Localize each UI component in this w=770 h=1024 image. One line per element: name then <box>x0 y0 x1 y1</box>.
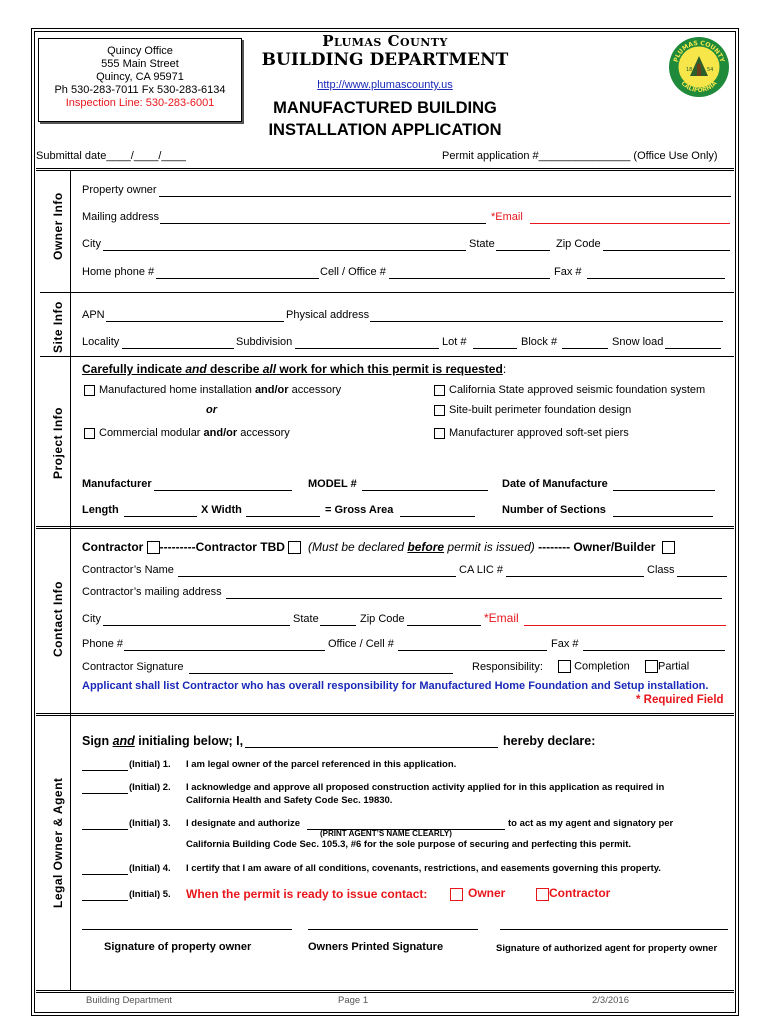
required-field-note: * Required Field <box>636 694 724 706</box>
item-3-text-b: to act as my agent and signatory per <box>508 818 674 829</box>
option-contact-contractor[interactable] <box>536 886 610 901</box>
contractor-signature-label: Contractor Signature <box>82 661 184 673</box>
snow-load-field[interactable] <box>665 348 721 349</box>
home-phone-label: Home phone # <box>82 266 155 278</box>
number-of-sections-field[interactable] <box>613 516 713 517</box>
must-declare-before: before <box>407 540 445 554</box>
apn-field[interactable] <box>106 321 284 322</box>
item-4-initial: (Initial) 4. <box>129 863 171 874</box>
checkbox-partial[interactable] <box>645 660 658 673</box>
model-field[interactable] <box>362 490 488 491</box>
owner-state-label: State <box>469 238 495 250</box>
section-project-info: Project Info <box>51 406 65 479</box>
section-legal-owner-agent: Legal Owner & Agent <box>51 777 65 908</box>
lot-label: Lot # <box>442 336 467 348</box>
contractor-email-label: *Email <box>484 611 519 625</box>
form-title-2: INSTALLATION APPLICATION <box>268 121 502 139</box>
contractor-email-field[interactable] <box>524 625 726 626</box>
office-inspection: Inspection Line: 530-283-6001 <box>65 97 215 109</box>
checkbox-commercial-modular[interactable] <box>84 428 95 439</box>
opt2-c: accessory <box>237 427 290 439</box>
contractor-zip-label: Zip Code <box>360 613 405 625</box>
locality-field[interactable] <box>122 348 234 349</box>
item-1-text: I am legal owner of the parcel referenced in this application. <box>186 759 457 770</box>
contractor-notice: Applicant shall list Contractor who has overall responsibility for Manufactured Home Foundation and Setup installation. <box>82 680 709 692</box>
contractor-signature-field[interactable] <box>189 673 453 674</box>
signature-agent-label: Signature of authorized agent for property owner <box>496 943 718 954</box>
owner-email-label: *Email <box>491 211 523 223</box>
item-2-text-b: California Health and Safety Code Sec. 19830. <box>186 795 393 806</box>
option-soft-set-piers[interactable] <box>434 427 629 439</box>
or-label: or <box>206 404 217 416</box>
declarant-name-field[interactable] <box>245 747 498 748</box>
owner-city-field[interactable] <box>103 250 466 251</box>
checkbox-manufactured-home[interactable] <box>84 385 95 396</box>
section-divider-bottom <box>36 990 734 993</box>
county-url[interactable]: http://www.plumascounty.us <box>317 79 453 91</box>
contractor-state-field[interactable] <box>320 625 356 626</box>
opt5-label: Manufacturer approved soft-set piers <box>449 427 629 439</box>
seal-year-left: 18 <box>686 67 693 73</box>
physical-address-field[interactable] <box>370 321 723 322</box>
block-field[interactable] <box>562 348 608 349</box>
office-box <box>38 38 242 122</box>
must-declare-b: permit is issued) <box>444 540 535 554</box>
footer-page: Page 1 <box>338 995 369 1006</box>
project-heading-a: Carefully indicate <box>82 362 186 376</box>
home-phone-field[interactable] <box>156 278 319 279</box>
snow-load-label: Snow load <box>612 336 664 348</box>
contractor-office-field[interactable] <box>398 650 547 651</box>
owner-state-field[interactable] <box>496 250 550 251</box>
footer-left: Building Department <box>86 995 173 1006</box>
signature-owner-label: Signature of property owner <box>104 941 252 953</box>
contractor-office-label: Office / Cell # <box>328 638 394 650</box>
initial-4-field[interactable] <box>82 874 128 875</box>
apn-label: APN <box>82 309 105 321</box>
class-field[interactable] <box>677 576 727 577</box>
checkbox-seismic-foundation[interactable] <box>434 385 445 396</box>
section-divider-contact-legal <box>36 713 734 716</box>
checkbox-soft-set-piers[interactable] <box>434 428 445 439</box>
ca-lic-label: CA LIC # <box>459 564 504 576</box>
property-owner-label: Property owner <box>82 184 157 196</box>
gross-area-field[interactable] <box>400 516 475 517</box>
owner-builder-label: -------- Owner/Builder <box>534 540 659 554</box>
office-phone: Ph 530-283-7011 Fx 530-283-6134 <box>54 84 226 96</box>
item-3-initial: (Initial) 3. <box>129 818 171 829</box>
signature-printed-label: Owners Printed Signature <box>308 941 444 953</box>
owner-zip-label: Zip Code <box>556 238 601 250</box>
owner-fax-field[interactable] <box>587 278 725 279</box>
date-of-manufacture-field[interactable] <box>613 490 715 491</box>
permit-application-number[interactable]: Permit application #_______________ (Office Use Only) <box>442 150 718 162</box>
county-seal <box>668 36 730 98</box>
contractor-phone-field[interactable] <box>124 650 325 651</box>
seal-bottom-text: CALIFORNIA <box>679 79 719 95</box>
section-divider-site-project <box>40 356 734 357</box>
owner-cell-field[interactable] <box>389 278 550 279</box>
project-heading-c: work for which this permit is requested <box>276 362 503 376</box>
ca-lic-field[interactable] <box>506 576 644 577</box>
form-title-1: MANUFACTURED BUILDING <box>273 99 497 117</box>
declare-label: hereby declare: <box>503 734 596 748</box>
date-of-manufacture-label: Date of Manufacture <box>502 478 608 490</box>
opt4-label: Site-built perimeter foundation design <box>449 404 632 416</box>
block-label: Block # <box>521 336 558 348</box>
item-1-initial: (Initial) 1. <box>129 759 171 770</box>
checkbox-owner-builder[interactable] <box>662 541 675 554</box>
section-site-info: Site Info <box>51 301 65 353</box>
dept-name: BUILDING DEPARTMENT <box>261 50 509 70</box>
opt1-a: Manufactured home installation <box>99 384 255 396</box>
seal-top-text: PLUMAS COUNTY <box>672 39 726 64</box>
contact-owner-label: Owner <box>468 886 506 900</box>
mailing-address-field[interactable] <box>160 223 486 224</box>
checkbox-contractor[interactable] <box>147 541 160 554</box>
contractor-type-row <box>82 540 675 554</box>
contractor-fax-field[interactable] <box>583 650 725 651</box>
opt2-a: Commercial modular <box>99 427 204 439</box>
county-name: Plumas County <box>322 32 448 50</box>
option-manufactured-home[interactable] <box>84 384 341 396</box>
project-heading-b: describe <box>206 362 263 376</box>
option-completion[interactable] <box>558 660 630 673</box>
option-commercial-modular[interactable] <box>84 427 290 439</box>
property-owner-field[interactable] <box>159 196 731 197</box>
opt1-b: and/or <box>254 384 289 396</box>
option-seismic-foundation[interactable] <box>434 384 705 396</box>
class-label: Class <box>647 564 675 576</box>
sign-and: and <box>112 734 135 748</box>
opt1-c: accessory <box>288 384 342 396</box>
office-name: Quincy Office <box>107 45 173 57</box>
signature-printed-field[interactable] <box>308 929 478 930</box>
owner-zip-field[interactable] <box>603 250 730 251</box>
owner-cell-label: Cell / Office # <box>320 266 386 278</box>
contractor-mailing-field[interactable] <box>226 598 722 599</box>
section-divider-owner-site <box>40 292 734 293</box>
owner-city-label: City <box>82 238 101 250</box>
contractor-fax-label: Fax # <box>551 638 579 650</box>
must-declare-a: (Must be declared <box>307 540 408 554</box>
manufacturer-label: Manufacturer <box>82 478 152 490</box>
number-of-sections-label: Number of Sections <box>502 504 606 516</box>
option-partial[interactable] <box>645 660 689 673</box>
gross-area-label: = Gross Area <box>325 504 394 516</box>
section-owner-info: Owner Info <box>51 192 65 260</box>
signature-owner-field[interactable] <box>82 929 292 930</box>
checkbox-perimeter-foundation[interactable] <box>434 405 445 416</box>
seal-year-right: 54 <box>707 67 714 73</box>
section-divider-project-contact <box>36 526 734 529</box>
manufacturer-field[interactable] <box>154 490 292 491</box>
checkbox-contact-owner[interactable] <box>450 888 463 901</box>
sign-b: initialing below; I, <box>134 734 244 748</box>
project-heading-all: all <box>262 362 277 376</box>
initial-5-field[interactable] <box>82 900 128 901</box>
partial-label: Partial <box>658 660 690 673</box>
contractor-label: Contractor <box>82 540 147 554</box>
project-heading-and: and <box>185 362 207 376</box>
checkbox-contact-contractor[interactable] <box>536 888 549 901</box>
mailing-address-label: Mailing address <box>82 211 160 223</box>
item-3-print-hint: (PRINT AGENT’S NAME CLEARLY) <box>320 829 452 838</box>
item-5-text: When the permit is ready to issue contact: <box>186 887 428 901</box>
contractor-tbd-label: ---------Contractor TBD <box>159 540 289 554</box>
sign-a: Sign <box>82 734 113 748</box>
project-heading-colon: : <box>502 362 507 376</box>
contractor-city-label: City <box>82 613 101 625</box>
subdivision-label: Subdivision <box>236 336 293 348</box>
subdivision-field[interactable] <box>295 348 439 349</box>
owner-fax-label: Fax # <box>554 266 582 278</box>
contact-contractor-label: Contractor <box>549 886 611 900</box>
item-5-initial: (Initial) 5. <box>129 889 171 900</box>
contractor-name-field[interactable] <box>178 576 456 577</box>
length-field[interactable] <box>124 516 197 517</box>
contractor-name-label: Contractor’s Name <box>82 564 174 576</box>
responsibility-label: Responsibility: <box>472 661 543 673</box>
signature-agent-field[interactable] <box>500 929 728 930</box>
owner-email-field[interactable] <box>530 223 730 224</box>
initial-1-field[interactable] <box>82 770 128 771</box>
initial-3-field[interactable] <box>82 829 128 830</box>
section-divider-top <box>36 168 734 171</box>
contractor-state-label: State <box>293 613 319 625</box>
opt2-b: and/or <box>203 427 238 439</box>
checkbox-contractor-tbd[interactable] <box>288 541 301 554</box>
option-contact-owner[interactable] <box>450 886 505 901</box>
opt3-label: California State approved seismic foundation system <box>449 384 706 396</box>
initial-2-field[interactable] <box>82 793 128 794</box>
width-field[interactable] <box>246 516 320 517</box>
checkbox-completion[interactable] <box>558 660 571 673</box>
completion-label: Completion <box>574 660 630 673</box>
project-heading <box>82 362 506 376</box>
physical-address-label: Physical address <box>286 309 370 321</box>
item-3-text-a: I designate and authorize <box>186 818 301 829</box>
item-4-text: I certify that I am aware of all conditions, covenants, restrictions, and easements governing this property. <box>186 863 661 874</box>
footer-date: 2/3/2016 <box>592 995 629 1006</box>
contractor-phone-label: Phone # <box>82 638 123 650</box>
submittal-date[interactable]: Submittal date____/____/____ <box>36 150 186 162</box>
office-city: Quincy, CA 95971 <box>96 71 184 83</box>
contractor-city-field[interactable] <box>103 625 290 626</box>
locality-label: Locality <box>82 336 120 348</box>
option-perimeter-foundation[interactable] <box>434 404 631 416</box>
sign-heading <box>82 734 243 748</box>
item-2-initial: (Initial) 2. <box>129 782 171 793</box>
item-3-text-c: California Building Code Sec. 105.3, #6 for the sole purpose of securing and perfecting this permit. <box>186 839 632 850</box>
item-2-text-a: I acknowledge and approve all proposed construction activity applied for in this application as required in <box>186 782 665 793</box>
contractor-zip-field[interactable] <box>407 625 481 626</box>
section-contact-info: Contact Info <box>51 581 65 657</box>
office-street: 555 Main Street <box>101 58 179 70</box>
lot-field[interactable] <box>473 348 517 349</box>
length-label: Length <box>82 504 119 516</box>
model-label: MODEL # <box>308 478 357 490</box>
width-label: X Width <box>201 504 242 516</box>
section-vertical-line <box>70 170 71 990</box>
contractor-mailing-label: Contractor’s mailing address <box>82 586 222 598</box>
